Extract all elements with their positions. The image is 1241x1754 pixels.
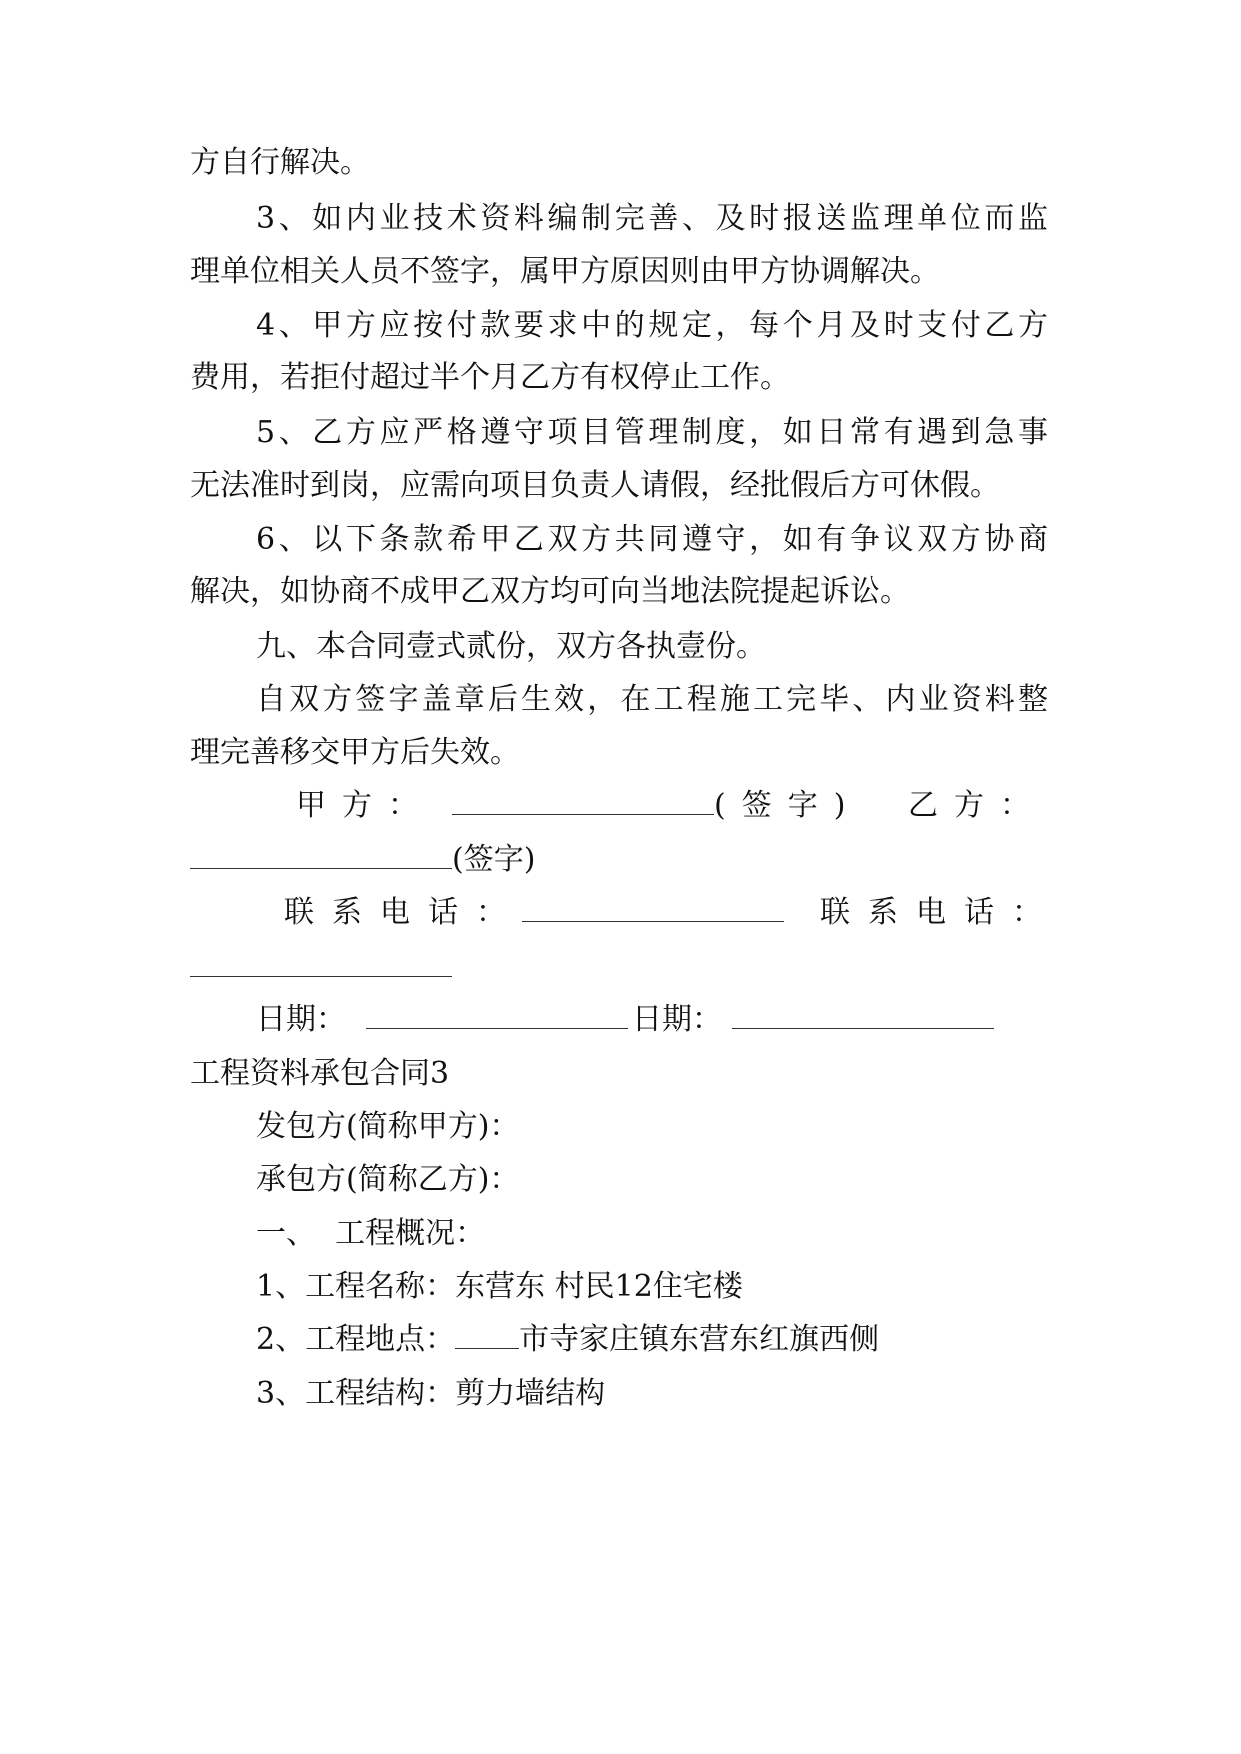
paragraph-line: 九、本合同壹式贰份，双方各执壹份。: [256, 629, 766, 664]
party-a-sign-note: (签字): [714, 788, 862, 823]
paragraph-line: 6、以下条款希甲乙双方共同遵守，如有争议双方协商: [256, 522, 1048, 557]
date-a-label: 日期：: [256, 1002, 346, 1037]
paragraph-line: 3、如内业技术资料编制完善、及时报送监理单位而监: [256, 201, 1048, 236]
phone-blank: [190, 948, 452, 977]
item2-prefix: 2、工程地点：: [256, 1322, 456, 1357]
party-b-sign-note: (签字): [452, 842, 536, 877]
item2-suffix: 市寺家庄镇东营东红旗西侧: [519, 1322, 880, 1357]
paragraph-line: 方自行解决。: [190, 145, 370, 180]
contractor-b: 承包方(简称乙方)：: [256, 1162, 520, 1197]
paragraph-line: 理单位相关人员不签字，属甲方原因则由甲方协调解决。: [190, 254, 940, 289]
phone-blank: [522, 893, 784, 922]
party-b-label: 乙方：: [908, 788, 1046, 823]
section-title: 工程资料承包合同3: [190, 1056, 450, 1091]
paragraph-line: 费用，若拒付超过半个月乙方有权停止工作。: [190, 360, 790, 395]
overview-item-2: [256, 1320, 879, 1360]
date-a-line: [366, 1000, 628, 1040]
date-b-label: 日期：: [632, 1002, 722, 1037]
overview-item-3: 3、工程结构：剪力墙结构: [256, 1376, 606, 1411]
paragraph-line: 5、乙方应严格遵守项目管理制度，如日常有遇到急事: [256, 415, 1048, 450]
party-b-sign-line: [190, 840, 452, 880]
party-a-sign-line: [452, 786, 714, 826]
contractor-a: 发包方(简称甲方)：: [256, 1109, 520, 1144]
phone-a-label: 联系电话：: [284, 895, 524, 930]
paragraph-line: 4、甲方应按付款要求中的规定，每个月及时支付乙方: [256, 308, 1048, 343]
overview-item-1: 1、工程名称：东营东 村民12住宅楼: [256, 1269, 743, 1304]
paragraph-line: 理完善移交甲方后失效。: [190, 735, 520, 770]
phone-b-label: 联系电话：: [820, 895, 1060, 930]
phone-a-line: [522, 893, 784, 933]
paragraph-line: 解决，如协商不成甲乙双方均可向当地法院提起诉讼。: [190, 574, 910, 609]
signature-blank: [190, 840, 452, 869]
overview-heading: 一、 工程概况：: [256, 1216, 486, 1251]
party-a-label: 甲方：: [296, 788, 434, 823]
paragraph-line: 自双方签字盖章后生效，在工程施工完毕、内业资料整: [256, 682, 1048, 717]
signature-blank: [452, 786, 714, 815]
paragraph-line: 无法准时到岗，应需向项目负责人请假，经批假后方可休假。: [190, 468, 1000, 503]
date-b-line: [732, 1000, 994, 1040]
location-blank: [455, 1320, 519, 1349]
date-blank: [732, 1000, 994, 1029]
phone-b-line: [190, 948, 452, 988]
date-blank: [366, 1000, 628, 1029]
